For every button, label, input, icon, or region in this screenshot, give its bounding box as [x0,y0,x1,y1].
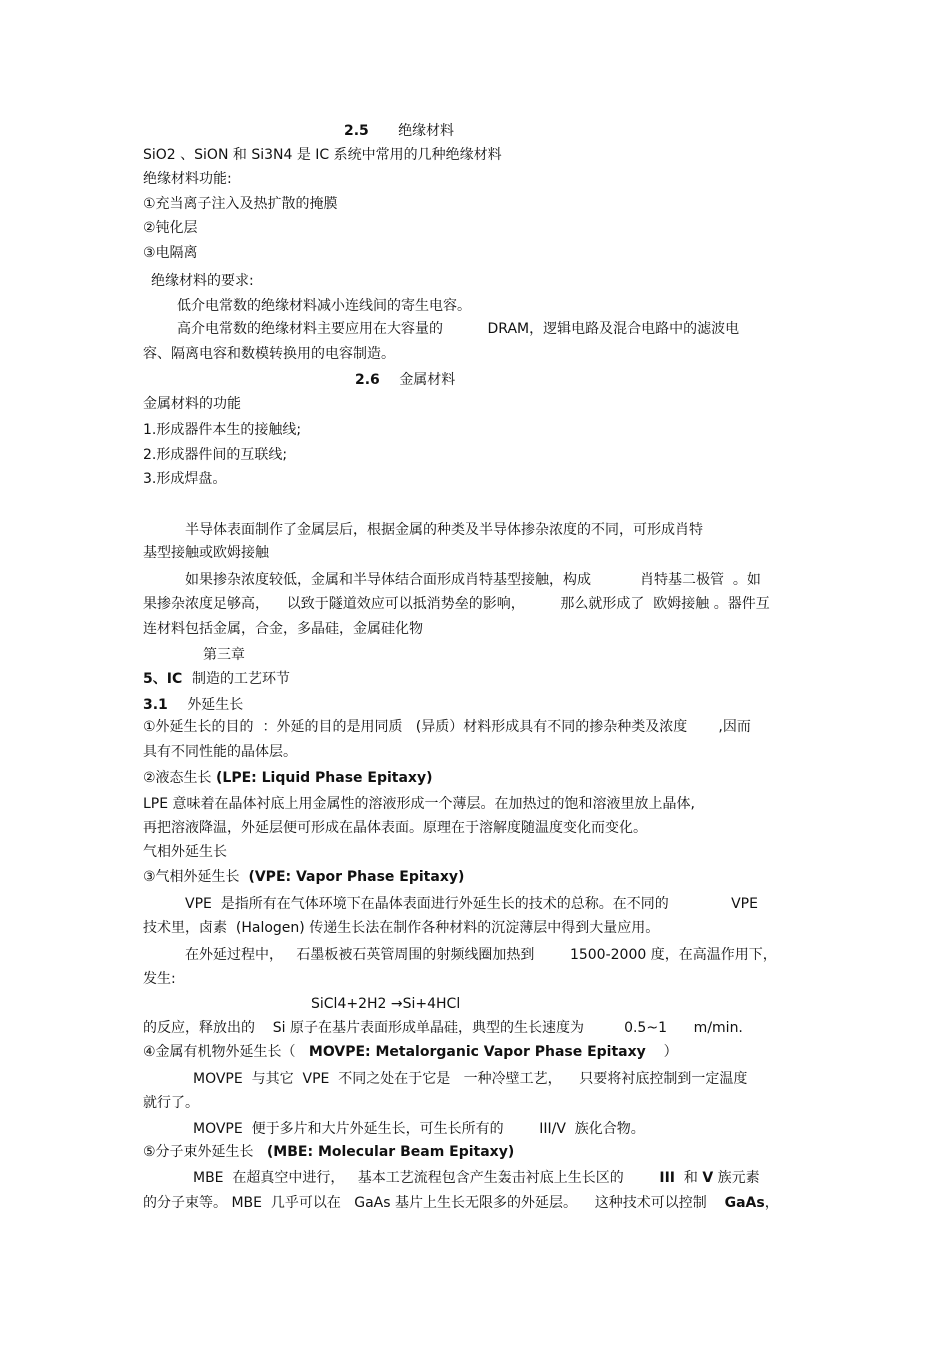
mbe-heading: ⑤分子束外延生长 (MBE: Molecular Beam Epitaxy) [143,1144,515,1160]
movpe-heading: ④金属有机物外延生长（ MOVPE: Metalorganic Vapor Phase Epitaxy ） [143,1044,678,1060]
section-3-1-heading: 3.1 外延生长 [143,697,244,713]
text-line: 绝缘材料功能: [143,171,232,187]
text-line: 金属材料的功能 [143,396,241,412]
section-2-6-heading: 2.6 金属材料 [355,372,456,388]
text-line: VPE 是指所有在气体环境下在晶体表面进行外延生长的技术的总称。在不同的 VPE [185,896,758,912]
text-line: 高介电常数的绝缘材料主要应用在大容量的 DRAM，逻辑电路及混合电路中的滤波电 [177,321,740,337]
list-item: 1.形成器件本生的接触线; [143,422,302,438]
text-line: 再把溶液降温，外延层便可形成在晶体表面。原理在于溶解度随温度变化而变化。 [143,820,647,836]
lpe-heading: ②液态生长 (LPE: Liquid Phase Epitaxy) [143,770,433,786]
text-line: 发生: [143,971,176,987]
text-line: 在外延过程中， 石墨板被石英管周围的射频线圈加热到 1500-2000 度，在高温作用下， [185,947,777,963]
text-line: 的分子束等。 MBE 几乎可以在 GaAs 基片上生长无限多的外延层。 这种技术可以控制 GaAs， [143,1195,779,1211]
text-line: 连材料包括金属，合金，多晶硅，金属硅化物 [143,621,423,637]
chemical-equation: SiCl4+2H2 →Si+4HCl [311,996,461,1012]
text-line: 低介电常数的绝缘材料减小连线间的寄生电容。 [177,298,471,314]
section-5-heading: 5、IC 制造的工艺环节 [143,671,290,687]
text-line: LPE 意味着在晶体衬底上用金属性的溶液形成一个薄层。在加热过的饱和溶液里放上晶体, [143,796,695,812]
text-line: SiO2 、SiON 和 Si3N4 是 IC 系统中常用的几种绝缘材料 [143,147,502,163]
section-2-5-heading: 2.5 绝缘材料 [344,123,455,139]
text-line: 基型接触或欧姆接触 [143,545,269,561]
text-line: 具有不同性能的晶体层。 [143,744,297,760]
vpe-heading: ③气相外延生长 (VPE: Vapor Phase Epitaxy) [143,869,465,885]
list-item: 3.形成焊盘。 [143,471,227,487]
text-line: MOVPE 与其它 VPE 不同之处在于它是 一种冷壁工艺， 只要将衬底控制到一定温度 [193,1071,748,1087]
text-line: 技术里，卤素 (Halogen) 传递生长法在制作各种材料的沉淀薄层中得到大量应用。 [143,920,660,936]
text-line: 绝缘材料的要求: [151,273,254,289]
text-line: ①外延生长的目的 ：外延的目的是用同质 (异质）材料形成具有不同的掺杂种类及浓度 ,因而 [143,719,751,735]
list-item: ③电隔离 [143,245,198,261]
text-line: 如果掺杂浓度较低，金属和半导体结合面形成肖特基型接触，构成 肖特基二极管 。如 [185,572,761,588]
text-line: 容、隔离电容和数模转换用的电容制造。 [143,346,395,362]
text-line: 的反应，释放出的 Si 原子在基片表面形成单晶硅，典型的生长速度为 0.5~1 m/min. [143,1020,743,1036]
list-item: ②钝化层 [143,220,198,236]
text-line: 果掺杂浓度足够高， 以致于隧道效应可以抵消势垒的影响， 那么就形成了 欧姆接触 。器件互 [143,596,770,612]
text-line: MBE 在超真空中进行， 基本工艺流程包含产生轰击衬底上生长区的 III 和 V 族元素 [193,1170,760,1186]
chapter-heading: 第三章 [203,647,245,663]
text-line: 就行了。 [143,1095,199,1111]
text-line: 半导体表面制作了金属层后，根据金属的种类及半导体掺杂浓度的不同，可形成肖特 [185,522,703,538]
text-line: MOVPE 便于多片和大片外延生长，可生长所有的 III/V 族化合物。 [193,1121,645,1137]
text-line: 气相外延生长 [143,844,227,860]
list-item: 2.形成器件间的互联线; [143,447,288,463]
list-item: ①充当离子注入及热扩散的掩膜 [143,196,338,212]
